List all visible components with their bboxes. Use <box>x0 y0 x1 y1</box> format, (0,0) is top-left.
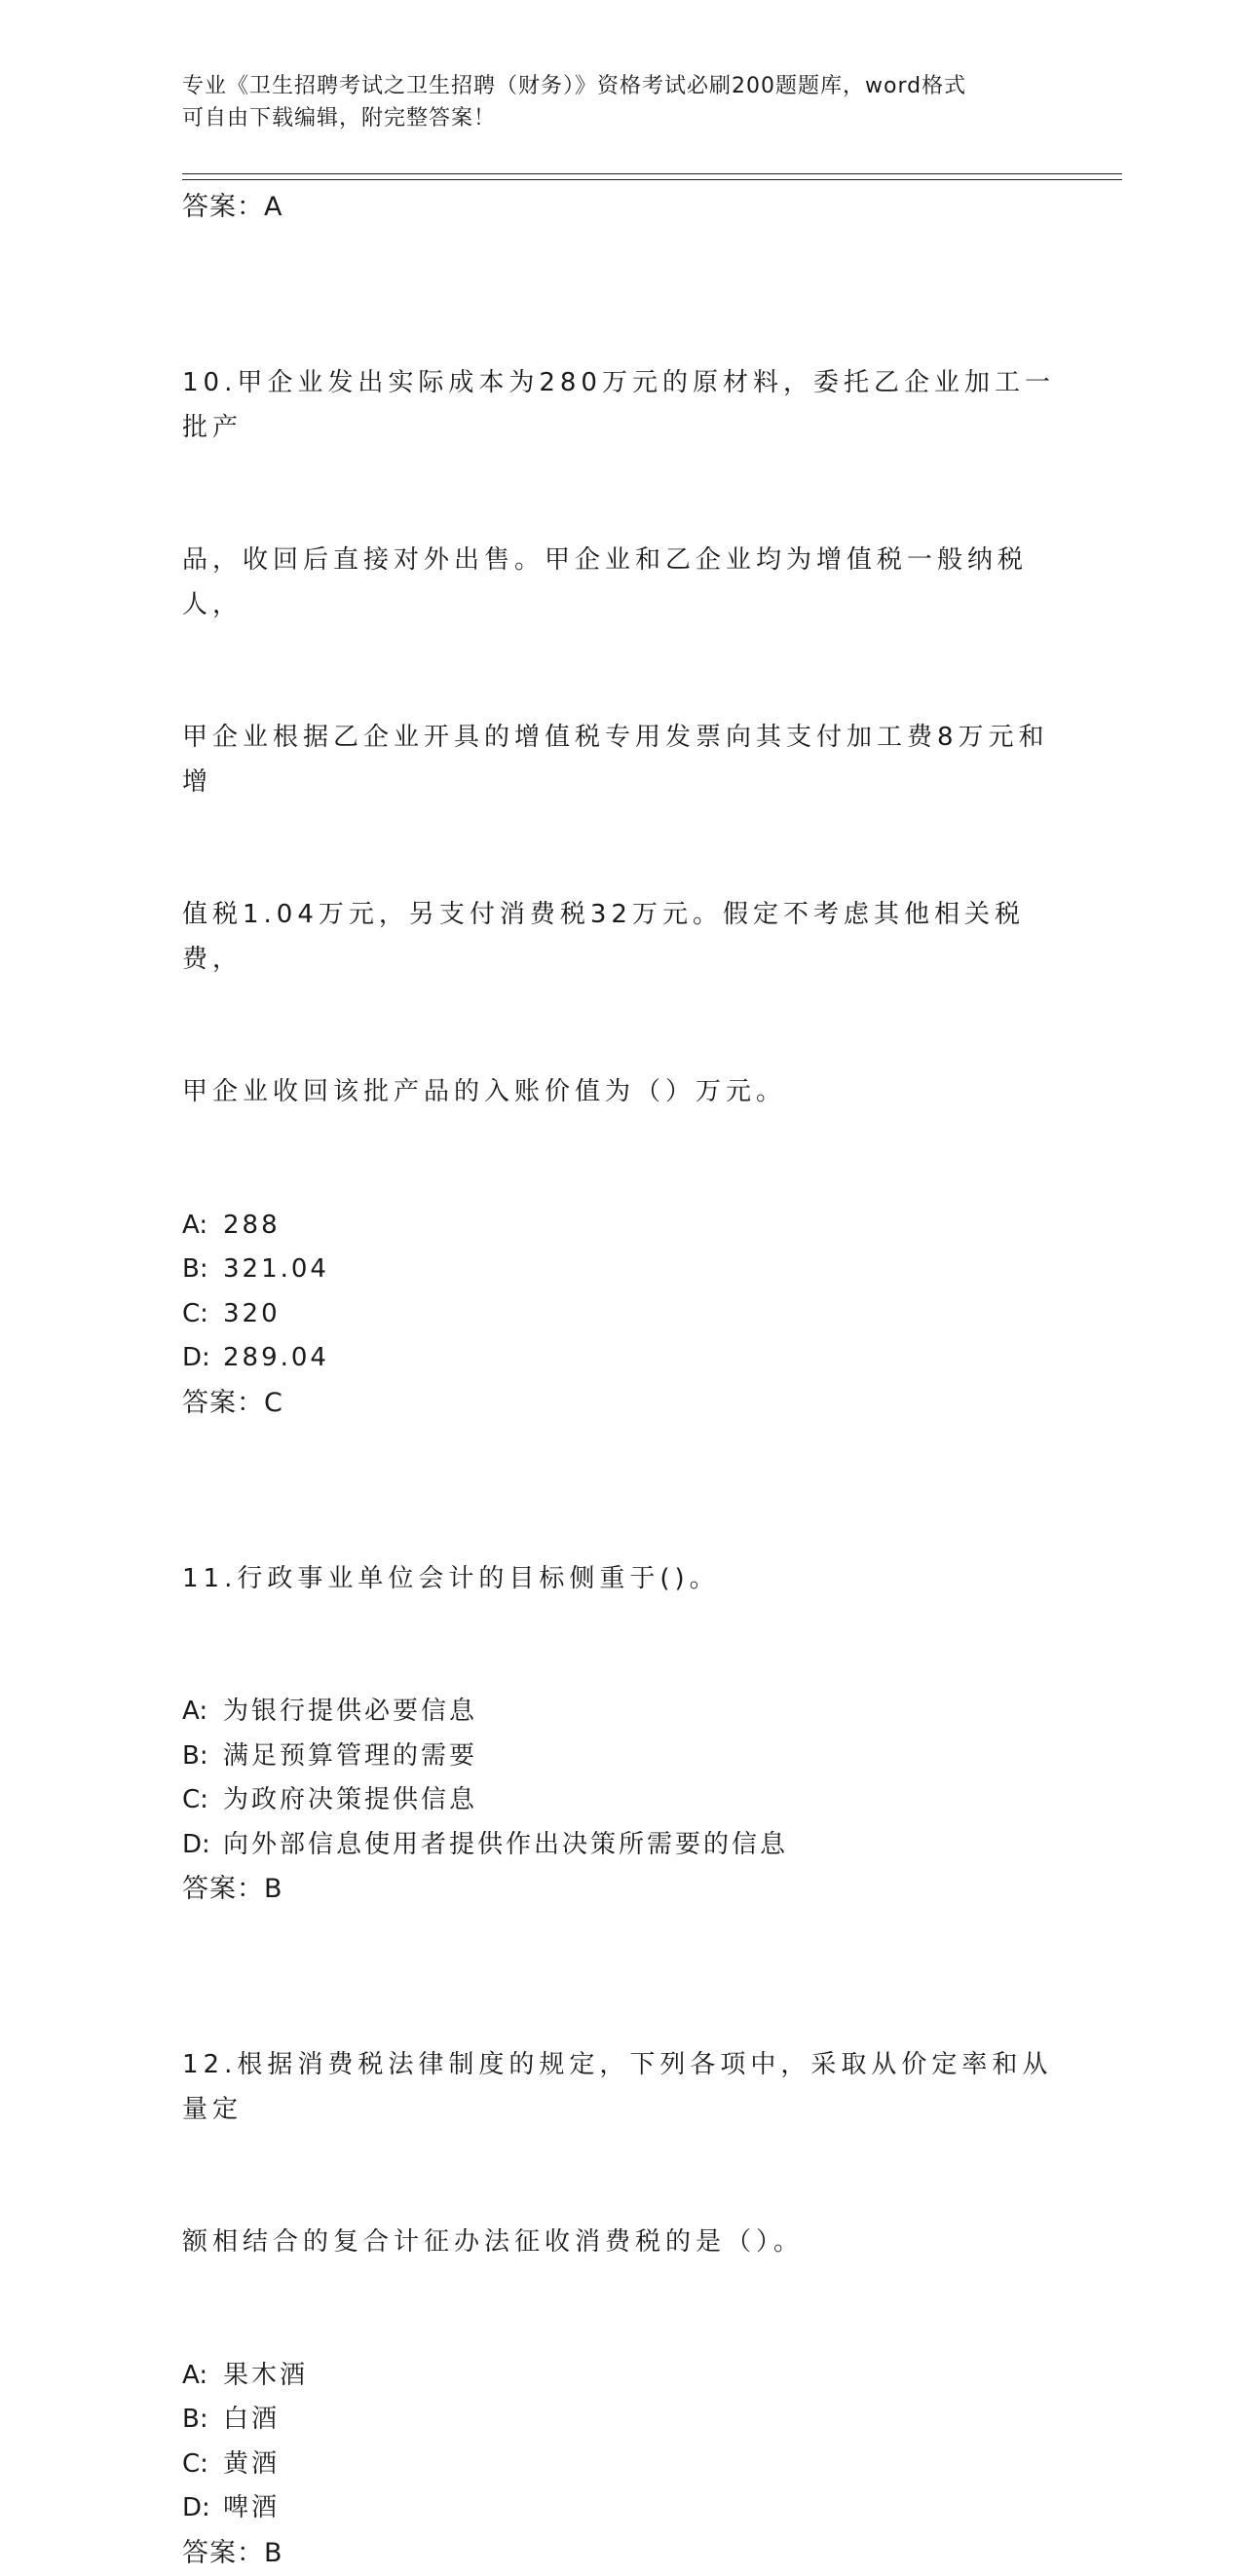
option-text: 321.04 <box>223 1254 329 1284</box>
option-label: D: <box>182 2493 210 2522</box>
option-text: 为银行提供必要信息 <box>223 1697 478 1726</box>
option-c <box>182 1292 1078 1337</box>
option-a <box>182 1204 1078 1249</box>
option-label: A: <box>182 2360 208 2390</box>
header-line-1: 专业《卫生招聘考试之卫生招聘（财务）》资格考试必刷200题题库，word格式 <box>182 74 967 98</box>
answer-line: 答案：B <box>182 1874 283 1904</box>
option-label: C: <box>182 1298 208 1328</box>
answer-line: 答案：C <box>182 1387 283 1418</box>
question-stem <box>182 1955 1078 2354</box>
option-text: 向外部信息使用者提供作出决策所需要的信息 <box>223 1829 789 1859</box>
header-line-2: 可自由下载编辑，附完整答案！ <box>182 106 497 131</box>
option-c <box>182 1778 1078 1823</box>
option-label: B: <box>182 1740 208 1771</box>
option-text: 320 <box>223 1298 281 1328</box>
option-b <box>182 1735 1078 1779</box>
option-label: D: <box>182 1829 210 1859</box>
option-text: 黄酒 <box>223 2448 281 2479</box>
header-divider <box>182 173 1122 180</box>
option-b <box>182 2398 1078 2443</box>
stem-line: 12.根据消费税法律制度的规定，下列各项中，采取从价定率和从量定 <box>182 2050 1053 2124</box>
option-a <box>182 2354 1078 2399</box>
option-text: 288 <box>223 1210 281 1240</box>
answer-line: 答案：B <box>182 2537 283 2568</box>
option-text: 为政府决策提供信息 <box>223 1785 478 1814</box>
stem-line: 值税1.04万元，另支付消费税32万元。假定不考虑其他相关税费， <box>182 900 1025 974</box>
stem-line: 甲企业收回该批产品的入账价值为（）万元。 <box>182 1077 787 1106</box>
stem-line: 10.甲企业发出实际成本为280万元的原材料，委托乙企业加工一批产 <box>182 368 1055 442</box>
option-text: 白酒 <box>223 2405 281 2434</box>
stem-line: 品，收回后直接对外出售。甲企业和乙企业均为增值税一般纳税人， <box>182 545 1029 619</box>
option-c <box>182 2443 1078 2487</box>
document-header <box>182 70 1059 134</box>
question-10 <box>182 273 1078 1426</box>
question-11 <box>182 1469 1078 1913</box>
answer-line: 答案：A <box>182 192 283 222</box>
stem-line: 11.行政事业单位会计的目标侧重于()。 <box>182 1563 720 1593</box>
option-b <box>182 1248 1078 1292</box>
question-stem <box>182 1469 1078 1691</box>
option-label: B: <box>182 2405 208 2434</box>
option-d <box>182 1823 1078 1868</box>
option-text: 289.04 <box>223 1343 329 1372</box>
option-d <box>182 1336 1078 1381</box>
option-label: A: <box>182 1697 208 1726</box>
option-label: C: <box>182 2448 208 2479</box>
option-d <box>182 2486 1078 2531</box>
stem-line: 额相结合的复合计征办法征收消费税的是（）。 <box>182 2227 805 2257</box>
option-label: C: <box>182 1785 208 1814</box>
option-text: 啤酒 <box>223 2493 281 2522</box>
option-text: 果木酒 <box>223 2360 309 2390</box>
question-12 <box>182 1955 1078 2576</box>
option-label: A: <box>182 1210 208 1240</box>
option-text: 满足预算管理的需要 <box>223 1740 478 1771</box>
stem-line: 甲企业根据乙企业开具的增值税专用发票向其支付加工费8万元和增 <box>182 723 1049 797</box>
option-label: B: <box>182 1254 208 1284</box>
question-stem <box>182 273 1078 1204</box>
document-body <box>182 185 1078 2576</box>
option-a <box>182 1690 1078 1735</box>
option-label: D: <box>182 1343 210 1372</box>
